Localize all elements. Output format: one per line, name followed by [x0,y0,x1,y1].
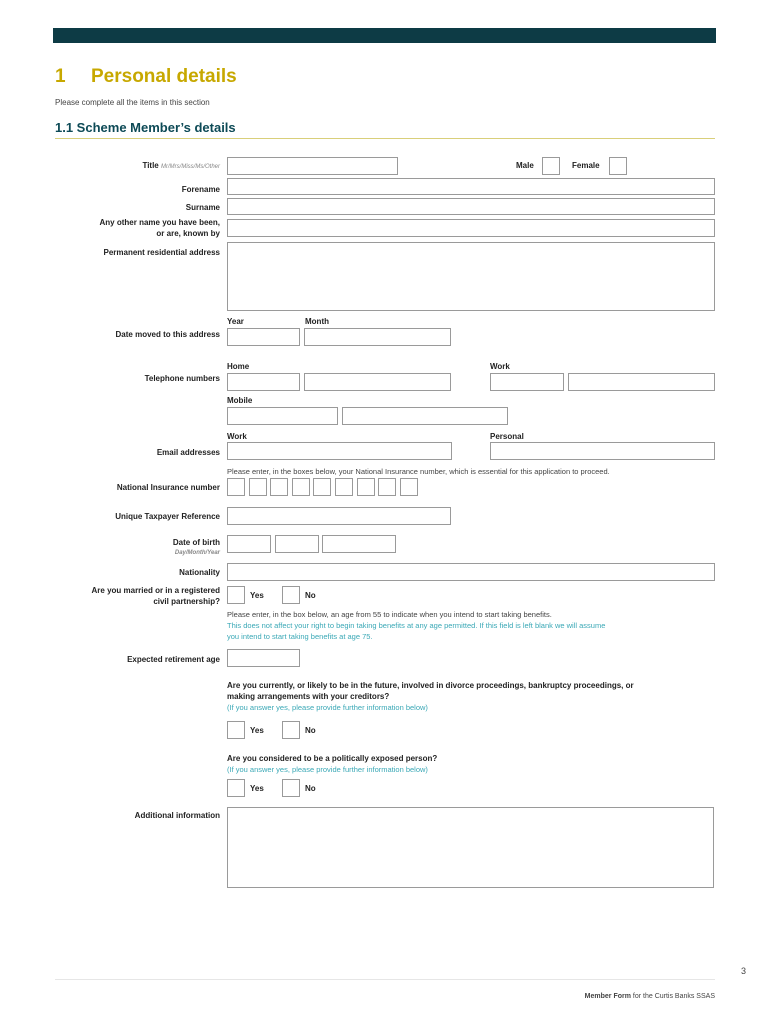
ni-box[interactable] [335,478,353,496]
pep-yes-checkbox[interactable] [227,779,245,797]
other-name-input[interactable] [227,219,715,237]
year-label: Year [227,317,244,326]
address-input[interactable] [227,242,715,311]
female-checkbox[interactable] [609,157,627,175]
married-no-checkbox[interactable] [282,586,300,604]
dob-month-input[interactable] [275,535,319,553]
home-tel-code-input[interactable] [227,373,300,391]
divorce-question-2: making arrangements with your creditors? [227,692,390,701]
mobile-number-input[interactable] [342,407,508,425]
divorce-no-checkbox[interactable] [282,721,300,739]
date-moved-year-input[interactable] [227,328,300,346]
pep-no-checkbox[interactable] [282,779,300,797]
retirement-age-input[interactable] [227,649,300,667]
address-label: Permanent residential address [103,248,220,257]
age-note-teal-1: This does not affect your right to begin taking benefits at any age permitted. If this field is left blank we will assume [227,621,606,630]
section-number: 1 [55,66,66,87]
pep-no-label: No [305,784,316,793]
home-tel-number-input[interactable] [304,373,451,391]
nationality-input[interactable] [227,563,715,581]
footer-text: Member Form for the Curtis Banks SSAS [584,993,715,1000]
section-subtitle: Please complete all the items in this section [55,98,210,107]
work-tel-code-input[interactable] [490,373,564,391]
other-name-label: Any other name you have been, or are, known by [99,218,220,238]
personal-email-input[interactable] [490,442,715,460]
header-bar [53,28,716,43]
work-email-label: Work [227,432,247,441]
ni-box[interactable] [249,478,267,496]
title-label: Title Mr/Mrs/Miss/Ms/Other [142,161,220,170]
surname-label: Surname [185,203,220,212]
divorce-no-label: No [305,726,316,735]
personal-email-label: Personal [490,432,524,441]
married-label: Are you married or in a registered civil partnership? [91,586,220,606]
additional-info-label: Additional information [134,811,220,820]
dob-label: Date of birth Day/Month/Year [173,537,220,559]
subsection-divider [55,138,715,139]
married-yes-label: Yes [250,591,264,600]
telephone-label: Telephone numbers [144,374,220,383]
male-checkbox[interactable] [542,157,560,175]
utr-input[interactable] [227,507,451,525]
married-yes-checkbox[interactable] [227,586,245,604]
page-number: 3 [741,966,747,976]
ni-label: National Insurance number [116,483,220,492]
month-label: Month [305,317,329,326]
divorce-hint: (If you answer yes, please provide further information below) [227,703,428,712]
title-hint: Mr/Mrs/Miss/Ms/Other [161,164,220,170]
email-label: Email addresses [156,448,220,457]
mobile-label: Mobile [227,396,253,405]
male-label: Male [516,161,534,170]
ni-note: Please enter, in the boxes below, your National Insurance number, which is essential for this application to proceed. [227,467,610,476]
pep-question: Are you considered to be a politically exposed person? [227,754,438,763]
married-no-label: No [305,591,316,600]
ni-box[interactable] [378,478,396,496]
ni-box[interactable] [357,478,375,496]
nationality-label: Nationality [179,568,220,577]
date-moved-label: Date moved to this address [115,330,220,339]
work-email-input[interactable] [227,442,452,460]
dob-year-input[interactable] [322,535,396,553]
female-label: Female [572,161,600,170]
section-title: Personal details [91,66,237,87]
work-tel-label: Work [490,362,510,371]
additional-info-input[interactable] [227,807,714,888]
retirement-age-label: Expected retirement age [127,655,220,664]
pep-yes-label: Yes [250,784,264,793]
divorce-yes-label: Yes [250,726,264,735]
work-tel-number-input[interactable] [568,373,715,391]
subsection-title: 1.1 Scheme Member’s details [55,120,236,135]
dob-day-input[interactable] [227,535,271,553]
ni-box[interactable] [270,478,288,496]
home-tel-label: Home [227,362,250,371]
pep-hint: (If you answer yes, please provide further information below) [227,765,428,774]
divorce-yes-checkbox[interactable] [227,721,245,739]
forename-input[interactable] [227,178,715,195]
surname-input[interactable] [227,198,715,215]
ni-box[interactable] [400,478,418,496]
date-moved-month-input[interactable] [304,328,451,346]
age-note: Please enter, in the box below, an age from 55 to indicate when you intend to start taking benefits. [227,610,552,619]
ni-box[interactable] [313,478,331,496]
forename-label: Forename [181,185,220,194]
footer-divider [55,979,715,980]
ni-box[interactable] [292,478,310,496]
dob-hint: Day/Month/Year [174,550,220,556]
divorce-question-1: Are you currently, or likely to be in the future, involved in divorce proceedings, bankruptcy proceedings, or [227,681,634,690]
ni-box[interactable] [227,478,245,496]
title-input[interactable] [227,157,398,175]
mobile-code-input[interactable] [227,407,338,425]
age-note-teal-2: you intend to start taking benefits at age 75. [227,632,373,641]
utr-label: Unique Taxpayer Reference [115,512,220,521]
